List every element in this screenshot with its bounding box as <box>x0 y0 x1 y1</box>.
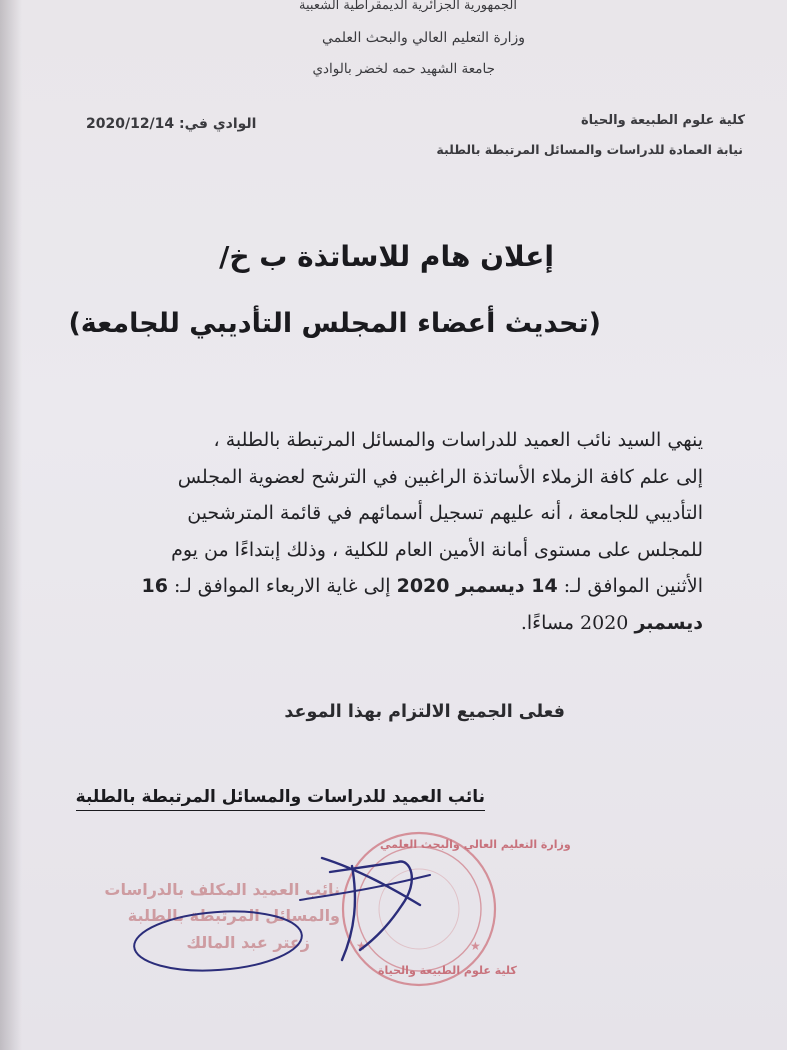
header-vice-dean-office: نيابة العمادة للدراسات والمسائل المرتبطة بالطلبة <box>436 142 743 157</box>
round-stamp-top-text: وزارة التعليم العالي والبحث العلمي <box>380 838 571 851</box>
stamp-line-1: نائب العميد المكلف بالدراسات <box>104 880 340 899</box>
signatory-title: نائب العميد للدراسات والمسائل المرتبطة بالطلبة <box>76 787 485 811</box>
end-month: ديسمبر <box>634 611 703 634</box>
stamp-name: زعتر عبد المالك <box>186 933 310 952</box>
end-day: 16 <box>141 575 168 597</box>
header-faculty: كلية علوم الطبيعة والحياة <box>581 113 745 128</box>
round-stamp-bottom-text: كلية علوم الطبيعة والحياة <box>378 964 517 977</box>
body-line-5-start: الأثنين الموافق لـ: <box>557 575 703 597</box>
header-university: جامعة الشهيد حمه لخضر بالوادي <box>312 61 495 77</box>
header-republic: الجمهورية الجزائرية الديمقراطية الشعبية <box>299 0 517 13</box>
closing-line: فعلى الجميع الالتزام بهذا الموعد <box>284 702 565 722</box>
body-line-1: ينهي السيد نائب العميد للدراسات والمسائل المرتبطة بالطلبة ، <box>213 429 703 451</box>
svg-text:★: ★ <box>356 939 367 953</box>
header-ministry: وزارة التعليم العالي والبحث العلمي <box>322 30 525 46</box>
body-line-3: التأديبي للجامعة ، أنه عليهم تسجيل أسمائهم في قائمة المترشحين <box>187 502 703 524</box>
body-line-2: إلى علم كافة الزملاء الأساتذة الراغبين في الترشح لعضوية المجلس <box>177 465 703 488</box>
body-line-6-end: 2020 مساءًا. <box>520 611 635 634</box>
announcement-title: إعلان هام للاساتذة ب خ/ <box>219 240 554 273</box>
body-line-5-mid: إلى غاية الاربعاء الموافق لـ: <box>167 575 397 597</box>
date-line: الوادي في: 2020/12/14 <box>86 116 257 132</box>
announcement-subtitle: (تحديث أعضاء المجلس التأديبي للجامعة) <box>68 308 601 339</box>
start-date: 14 ديسمبر 2020 <box>396 575 558 597</box>
svg-text:★: ★ <box>470 939 481 953</box>
body-line-4: للمجلس على مستوى أمانة الأمين العام للكلية ، وذلك إبتداءًا من يوم <box>171 538 703 561</box>
stamp-line-2: والمسائل المرتبطة بالطلبة <box>127 906 340 925</box>
